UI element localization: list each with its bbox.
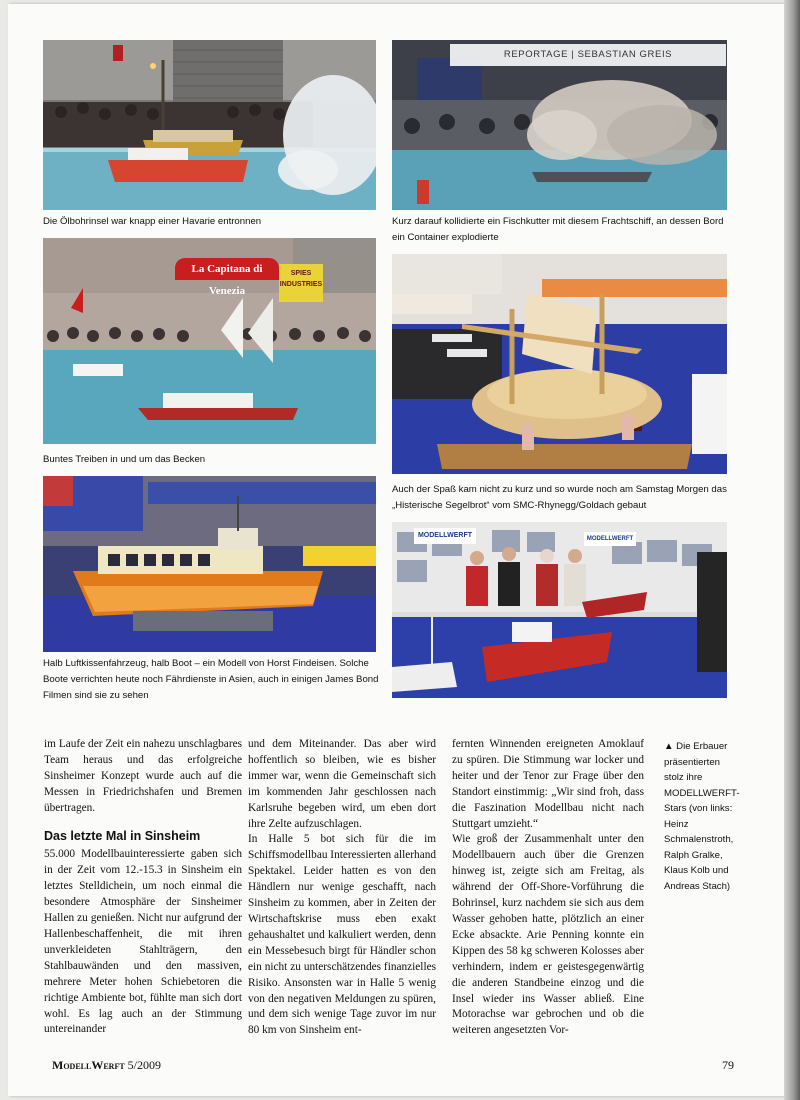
- article-column-1: [44, 737, 242, 1038]
- article-column-2: [248, 737, 436, 1039]
- footer-magazine: [52, 1058, 161, 1073]
- booth-sign-left: MODELLWERFT: [414, 528, 476, 544]
- footer-magazine-name: ModellWerft: [52, 1058, 125, 1072]
- caption-photo-oil-rig: Die Ölbohrinsel war knapp einer Havarie entronnen: [43, 216, 262, 227]
- article-col2-p2: In Halle 5 bot sich für die im Schiffsmodellbau Interessierten allerhand Spektakel. Leider hatten es von den Händlern nur wenige geschafft, nach Sinsheim zu kommen, aber in Zeiten der Wirtschaftskrise muss eben exakt gehaushaltet und kalkuliert werden, denn ein Messebesuch birgt für Händler schon ein nicht zu unterschätzendes finanzielles Risiko. Ansonsten war in Halle 5 wenig von den negativen Meldungen zu spüren, und dem sich wenige Tage zuvor im nur 80 km von Sinsheim ent-: [248, 833, 437, 1037]
- photo-builders: [392, 522, 727, 698]
- caption-photo-pool-activity: Buntes Treiben in und um das Becken: [43, 454, 206, 465]
- magazine-page: [8, 4, 784, 1096]
- caption-photo-builders: ▲ Die Erbauer präsentierten stolz ihre MODELLWERFT-Stars (von links: Heinz Schmalenstroth, Ralph Gralke, Klaus Kolb und Andreas Stach): [664, 741, 740, 892]
- footer-issue: 5/2009: [127, 1058, 162, 1072]
- article-col3-p2: Wie groß der Zusammenhalt unter den Modellbauern auch über die Grenzen hinweg ist, zeigte sich am Freitag, als während der Off-Shore-Vorführung die Bohrinsel, kurz nachdem sie sich aus dem Wasser gehoben hatte, plötzlich an einer Ecke absackte. Arie Penning konnte ein Kippen des 58 kg schweren Kolosses aber verhindern, indem er geistesgegenwärtig die anderen Standbeine einzog und die Insel wieder ins Wasser abließ. Eine Motorachse war gebrochen und ob die weiteren angesetzten Vor-: [452, 833, 644, 1037]
- article-column-3: [452, 737, 644, 1039]
- photo-explosion: [392, 40, 727, 210]
- booth-sign-right: MODELLWERFT: [584, 532, 636, 546]
- caption-photo-bread-ship: Auch der Spaß kam nicht zu kurz und so wurde noch am Samstag Morgen das „Histerische Segelbrot“ vom SMC-Rhynegg/Goldach gebaut: [392, 484, 727, 511]
- photo-oil-rig: [43, 40, 376, 210]
- caption-photo-explosion: Kurz darauf kollidierte ein Fischkutter mit diesem Frachtschiff, an dessen Bord ein Container explodierte: [392, 216, 724, 243]
- article-col1-intro: im Laufe der Zeit ein nahezu unschlagbares Team heraus und das erfolgreiche Sinsheimer Konzept wurde auch auf die Messen in Friedrichshafen und Bremen übertragen.: [44, 738, 242, 814]
- article-col1-body: 55.000 Modellbauinteressierte gaben sich in der Zeit vom 12.-15.3 in Sinsheim ein letztes Stelldichein, um noch einmal die besondere Atmosphäre der Sinsheimer Hallen zu genießen. Nicht nur aufgrund der Hallenbeschaffenheit, die mit ihren unverkleideten Stahlträgern, den Stahlbauwänden und den massiven, mehrere Meter hohen Schiebetoren die richtige Ambiente bot, fühlte man sich dort wohl. Es lag auch an der Stimmung untereinander: [44, 848, 242, 1036]
- report-header-tag: REPORTAGE | SEBASTIAN GREIS: [450, 44, 726, 66]
- sign-spies-industries: SPIES INDUSTRIES: [279, 264, 323, 302]
- article-heading: Das letzte Mal in Sinsheim: [44, 828, 201, 843]
- article-col3-p1: fernten Winnenden ereigneten Amoklauf zu spüren. Die Stimmung war locker und heiter und der Tenor zur Frage über den Standort einstimmig: „Wir sind froh, dass die Faszination Modellbau nicht nach Stuttgart umzieht.“: [452, 738, 644, 830]
- photo-bread-ship: [392, 254, 727, 474]
- page-binding-edge: [784, 0, 800, 1100]
- photo-hovercraft: [43, 476, 376, 652]
- photo-pool-activity: [43, 238, 376, 444]
- page-number: 79: [722, 1058, 734, 1072]
- article-col2-p1: und dem Miteinander. Das aber wird hoffentlich so bleiben, wie es bisher immer war, wenn die Gemeinschaft sich im kommenden Jahr geschlossen nach Karlsruhe begeben wird, um eben dort ihre Zelte aufzuschlagen.: [248, 738, 436, 830]
- banner-capitana: La Capitana di Venezia: [175, 258, 279, 280]
- caption-photo-hovercraft: Halb Luftkissenfahrzeug, halb Boot – ein Modell von Horst Findeisen. Solche Boote verrichten heute noch Fährdienste in Asien, auch in einigen James Bond Filmen sind sie zu sehen: [43, 658, 379, 701]
